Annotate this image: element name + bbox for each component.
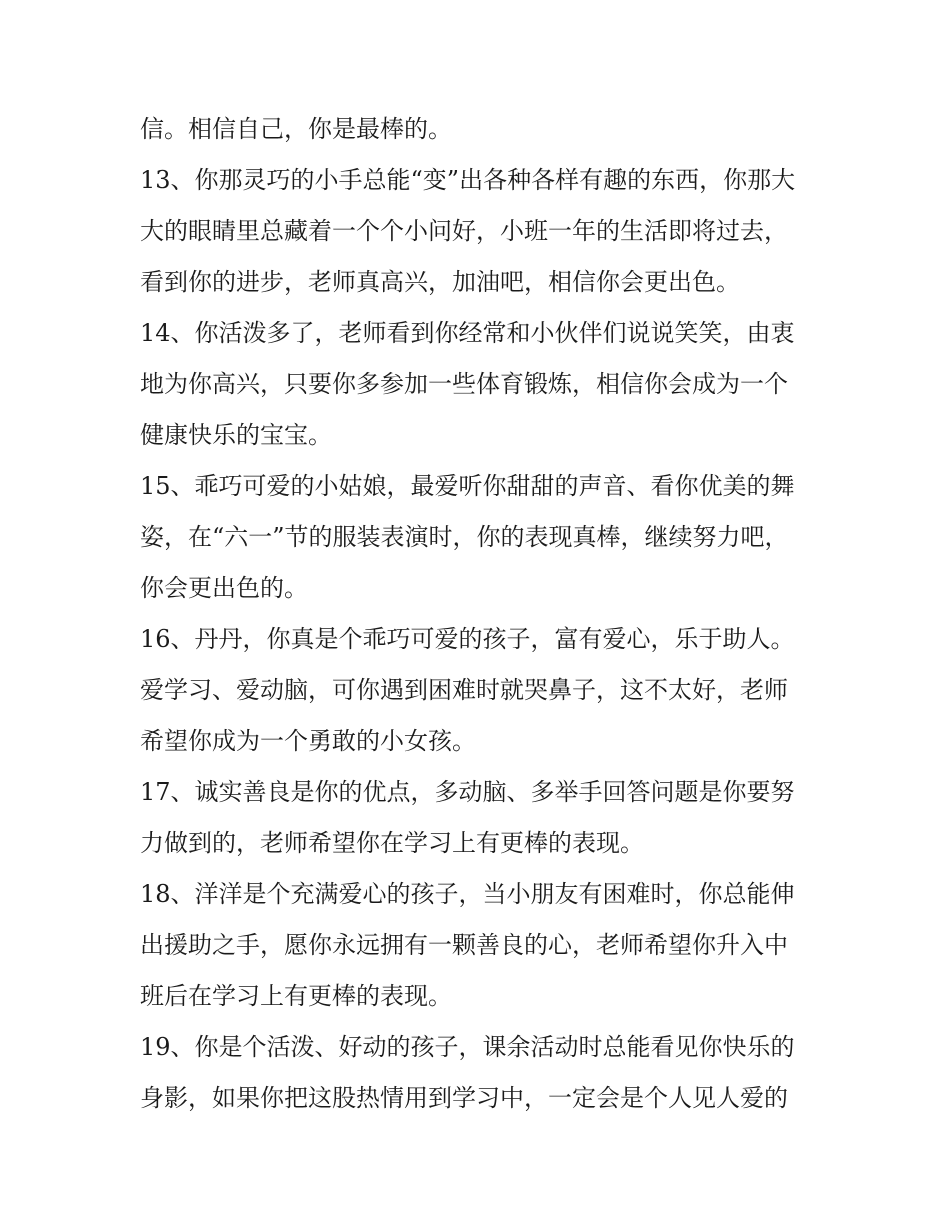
text-line: 信。相信自己，你是最棒的。 [140,115,452,143]
text-line: 看到你的进步，老师真高兴，加油吧，相信你会更出色。 [140,268,740,296]
text-line: 班后在学习上有更棒的表现。 [140,982,452,1010]
text-line: 身影，如果你把这股热情用到学习中，一定会是个人见人爱的 [140,1084,788,1112]
text-line: 力做到的，老师希望你在学习上有更棒的表现。 [140,829,644,857]
text-line: 你会更出色的。 [140,574,308,602]
text-line: 18、洋洋是个充满爱心的孩子，当小朋友有困难时，你总能伸 [140,880,795,908]
text-line: 14、你活泼多了，老师看到你经常和小伙伴们说说笑笑，由衷 [140,319,795,347]
text-line: 大的眼睛里总藏着一个个小问好，小班一年的生活即将过去， [140,217,788,245]
text-line: 爱学习、爱动脑，可你遇到困难时就哭鼻子，这不太好，老师 [140,676,788,704]
document-text-body [140,104,820,1124]
text-line: 出援助之手，愿你永远拥有一颗善良的心，老师希望你升入中 [140,931,788,959]
text-line: 13、你那灵巧的小手总能“变”出各种各样有趣的东西，你那大 [140,166,796,194]
text-line: 17、诚实善良是你的优点，多动脑、多举手回答问题是你要努 [140,778,795,806]
text-line: 地为你高兴，只要你多参加一些体育锻炼，相信你会成为一个 [140,370,788,398]
text-line: 姿，在“六一”节的服装表演时，你的表现真棒，继续努力吧， [140,523,789,551]
text-line: 健康快乐的宝宝。 [140,421,332,449]
text-line: 19、你是个活泼、好动的孩子，课余活动时总能看见你快乐的 [140,1033,795,1061]
text-line: 15、乖巧可爱的小姑娘，最爱听你甜甜的声音、看你优美的舞 [140,472,795,500]
text-line: 16、丹丹，你真是个乖巧可爱的孩子，富有爱心，乐于助人。 [140,625,795,653]
text-line: 希望你成为一个勇敢的小女孩。 [140,727,476,755]
